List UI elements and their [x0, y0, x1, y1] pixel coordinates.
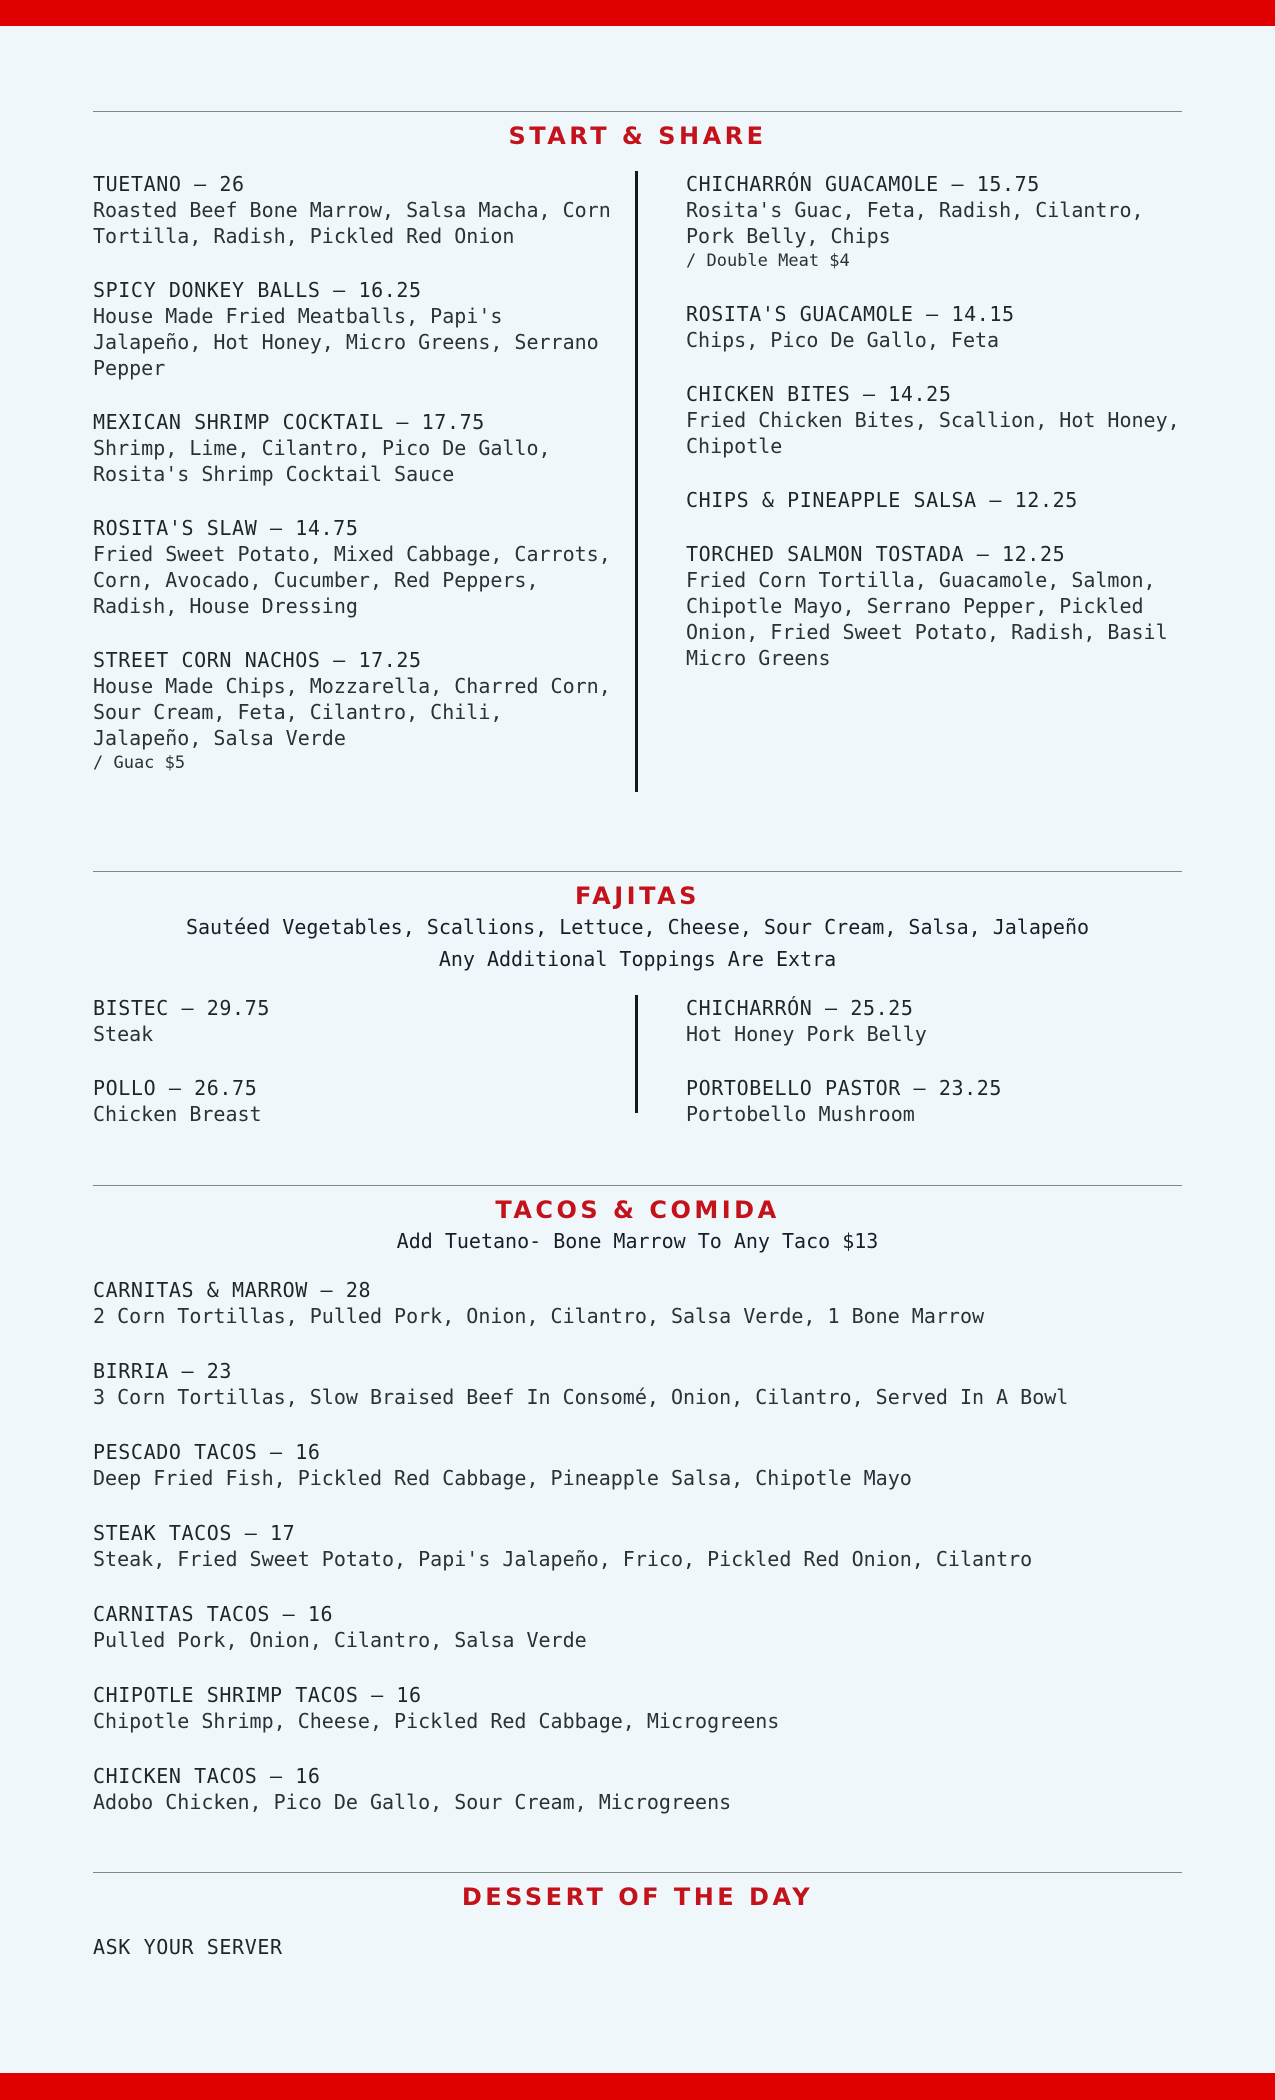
menu-item	[686, 381, 1186, 459]
menu-item-name: ROSITA'S SLAW – 14.75	[93, 516, 359, 540]
menu-item-desc: Adobo Chicken, Pico De Gallo, Sour Cream, Microgreens	[93, 1790, 732, 1814]
menu-item	[686, 171, 1186, 273]
menu-item-addon: / Double Meat $4	[686, 251, 850, 271]
menu-item-name: CHICKEN TACOS – 16	[93, 1764, 321, 1788]
menu-item	[93, 515, 613, 619]
menu-item-desc: Fried Sweet Potato, Mixed Cabbage, Carrots, Corn, Avocado, Cucumber, Red Peppers, Radish, House Dressing	[93, 542, 611, 618]
menu-item-desc: Portobello Mushroom	[686, 1102, 915, 1126]
dessert-text: ASK YOUR SERVER	[93, 1935, 283, 1959]
menu-item	[93, 171, 613, 249]
menu-item	[686, 301, 1186, 353]
menu-item-name: CARNITAS & MARROW – 28	[93, 1278, 372, 1302]
menu-item-desc: House Made Fried Meatballs, Papi's Jalapeño, Hot Honey, Micro Greens, Serrano Pepper	[93, 304, 599, 380]
menu-item-name: CHICHARRÓN – 25.25	[686, 996, 914, 1020]
menu-item-desc: 3 Corn Tortillas, Slow Braised Beef In Consomé, Onion, Cilantro, Served In A Bowl	[93, 1385, 1069, 1409]
section-divider	[93, 1185, 1182, 1186]
section-note: Sautéed Vegetables, Scallions, Lettuce, Cheese, Sour Cream, Salsa, Jalapeño	[185, 915, 1090, 939]
menu-item-name: BIRRIA – 23	[93, 1359, 233, 1383]
section-note: Any Additional Toppings Are Extra	[438, 947, 837, 971]
section-title: FAJITAS	[575, 882, 700, 910]
menu-item-name: CARNITAS TACOS – 16	[93, 1602, 334, 1626]
section-divider	[93, 1872, 1182, 1873]
top-red-band	[0, 0, 1275, 26]
menu-item-desc: Pulled Pork, Onion, Cilantro, Salsa Verde	[93, 1628, 587, 1652]
menu-item	[686, 541, 1186, 671]
section-title: DESSERT OF THE DAY	[461, 1883, 814, 1911]
menu-item	[686, 487, 1186, 513]
two-column-list	[93, 995, 1182, 1125]
menu-item-name: BISTEC – 29.75	[93, 996, 270, 1020]
section-fajitas	[93, 871, 1182, 1125]
menu-item	[93, 647, 613, 775]
menu-item	[93, 1277, 1182, 1329]
menu-item-desc: 2 Corn Tortillas, Pulled Pork, Onion, Cilantro, Salsa Verde, 1 Bone Marrow	[93, 1304, 985, 1328]
menu-item-name: MEXICAN SHRIMP COCKTAIL – 17.75	[93, 410, 485, 434]
menu-item	[686, 995, 1186, 1047]
menu-item	[93, 1763, 1182, 1815]
section-divider	[93, 871, 1182, 872]
section-dessert	[93, 1872, 1182, 1960]
two-column-list	[93, 171, 1182, 811]
menu-item-desc: Chipotle Shrimp, Cheese, Pickled Red Cabbage, Microgreens	[93, 1709, 780, 1733]
menu-item	[93, 1520, 1182, 1572]
section-title: START & SHARE	[508, 122, 767, 150]
menu-item-addon: / Guac $5	[93, 753, 186, 773]
menu-item-desc: Steak	[93, 1022, 154, 1046]
menu-item-desc: Fried Corn Tortilla, Guacamole, Salmon, Chipotle Mayo, Serrano Pepper, Pickled Onion, Fried Sweet Potato, Radish, Basil Micro Greens	[686, 568, 1168, 670]
column-divider	[635, 995, 638, 1113]
menu-item	[686, 1075, 1186, 1127]
menu-item	[93, 995, 613, 1047]
menu-item-name: TORCHED SALMON TOSTADA – 12.25	[686, 542, 1066, 566]
section-divider	[93, 111, 1182, 112]
menu-item-desc: Deep Fried Fish, Pickled Red Cabbage, Pineapple Salsa, Chipotle Mayo	[93, 1466, 912, 1490]
menu-item-desc: Shrimp, Lime, Cilantro, Pico De Gallo, Rosita's Shrimp Cocktail Sauce	[93, 436, 551, 486]
menu-item	[93, 277, 613, 381]
menu-item-desc: Rosita's Guac, Feta, Radish, Cilantro, Pork Belly, Chips	[686, 198, 1144, 248]
menu-item-desc: Steak, Fried Sweet Potato, Papi's Jalapeño, Frico, Pickled Red Onion, Cilantro	[93, 1547, 1033, 1571]
section-tacos-comida	[93, 1185, 1182, 1815]
menu-item-desc: Chicken Breast	[93, 1102, 262, 1126]
menu-item-name: CHICKEN BITES – 14.25	[686, 382, 952, 406]
section-note: Add Tuetano- Bone Marrow To Any Taco $13	[396, 1229, 879, 1253]
menu-item-name: TUETANO – 26	[93, 172, 245, 196]
bottom-red-band	[0, 2073, 1275, 2100]
menu-item	[93, 1358, 1182, 1410]
menu-item-desc: House Made Chips, Mozzarella, Charred Corn, Sour Cream, Feta, Cilantro, Chili, Jalapeño, Salsa Verde	[93, 674, 611, 750]
menu-item-name: ROSITA'S GUACAMOLE – 14.15	[686, 302, 1015, 326]
menu-item-name: CHIPOTLE SHRIMP TACOS – 16	[93, 1683, 422, 1707]
menu-item-desc: Chips, Pico De Gallo, Feta	[686, 328, 1000, 352]
menu-item-name: STEAK TACOS – 17	[93, 1521, 296, 1545]
menu-item-name: PORTOBELLO PASTOR – 23.25	[686, 1076, 1003, 1100]
menu-item-desc: Hot Honey Pork Belly	[686, 1022, 927, 1046]
menu-item	[93, 1439, 1182, 1491]
menu-item	[93, 1075, 613, 1127]
section-start-share	[93, 111, 1182, 811]
menu-item-name: POLLO – 26.75	[93, 1076, 258, 1100]
menu-item-name: PESCADO TACOS – 16	[93, 1440, 321, 1464]
menu-item-name: CHICHARRÓN GUACAMOLE – 15.75	[686, 172, 1040, 196]
column-divider	[635, 171, 638, 792]
menu-item-name: SPICY DONKEY BALLS – 16.25	[93, 278, 422, 302]
section-title: TACOS & COMIDA	[495, 1196, 780, 1224]
menu-item	[93, 409, 613, 487]
menu-list	[93, 1277, 1182, 1815]
menu-item-desc: Fried Chicken Bites, Scallion, Hot Honey, Chipotle	[686, 408, 1180, 458]
menu-item-name: STREET CORN NACHOS – 17.25	[93, 648, 422, 672]
menu-item	[93, 1601, 1182, 1653]
menu-item-name: CHIPS & PINEAPPLE SALSA – 12.25	[686, 488, 1078, 512]
menu-item	[93, 1682, 1182, 1734]
menu-item-desc: Roasted Beef Bone Marrow, Salsa Macha, Corn Tortilla, Radish, Pickled Red Onion	[93, 198, 611, 248]
